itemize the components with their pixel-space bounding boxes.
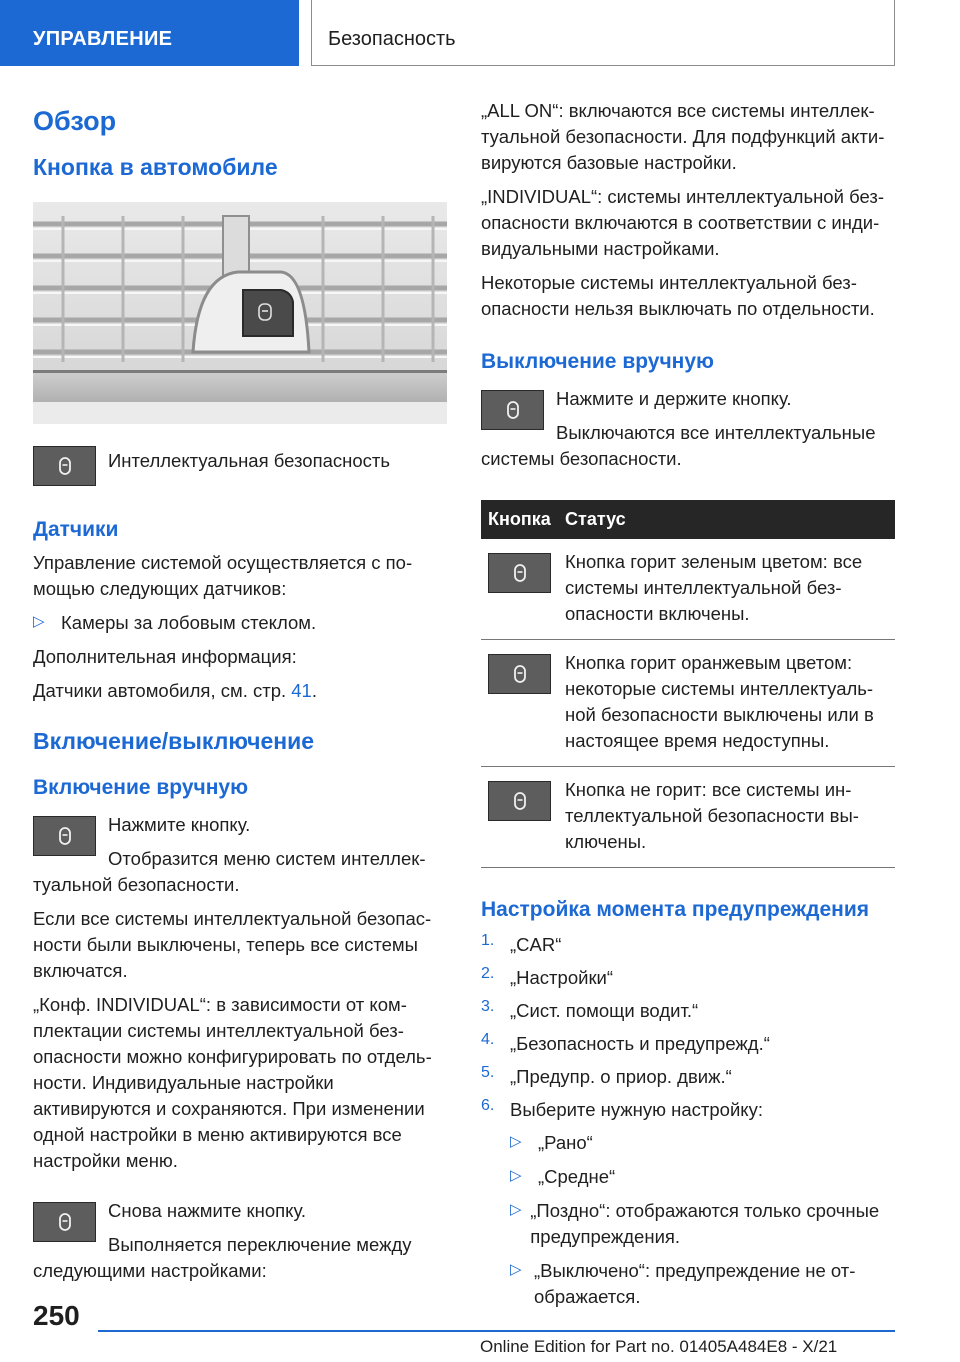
triangle-bullet-icon: ▷ xyxy=(510,1133,522,1150)
sensors-reference xyxy=(33,678,447,704)
onoff-heading: Включение/выключение xyxy=(33,728,315,754)
step-number: 4. xyxy=(481,1031,495,1048)
triangle-bullet-icon: ▷ xyxy=(33,613,45,630)
triangle-bullet-icon: ▷ xyxy=(510,1167,522,1184)
header-chapter-title: Безопасность xyxy=(311,0,895,66)
dashboard-illustration xyxy=(33,202,447,424)
sensors-bullet xyxy=(33,610,447,636)
table-row xyxy=(481,640,895,767)
shield-icon xyxy=(509,663,531,685)
steps-list xyxy=(481,932,895,1123)
table-header-button: Кнопка xyxy=(481,500,565,539)
shield-icon xyxy=(502,399,524,421)
status-cell: Кнопка не горит: все системы интеллектуальной безопасности выключены. xyxy=(565,767,895,868)
all-on-paragraph: „ALL ON“: включаются все системы интеллектуальной безопасности. Для подфункций активируются базовые настройки. xyxy=(481,100,885,173)
assistance-button-icon xyxy=(33,1202,96,1242)
option-text: „Выключено“: предупреждение не отображается. xyxy=(533,1260,856,1307)
manual-off-heading: Выключение вручную xyxy=(481,350,714,373)
all-off-result-text: Выключаются все интеллектуальные системы безопасности. xyxy=(481,422,876,469)
table-row xyxy=(481,767,895,868)
status-cell: Кнопка горит оранжевым цветом: некоторые системы интеллектуальной безопасности выключены или в настоящее время недоступны. xyxy=(565,640,895,767)
reference-suffix: . xyxy=(311,680,317,701)
bullet-text: Камеры за лобовым стеклом. xyxy=(61,612,317,633)
page-number: 250 xyxy=(33,1300,80,1331)
manual-on-heading: Включение вручную xyxy=(33,776,249,799)
status-table xyxy=(481,500,895,868)
list-item xyxy=(481,1031,895,1057)
list-item xyxy=(510,1258,895,1310)
step-number: 5. xyxy=(481,1064,495,1081)
icon-caption: Интеллектуальная безопасность xyxy=(108,450,390,471)
header-section-tab: УПРАВЛЕНИЕ xyxy=(0,0,299,66)
option-text: „Поздно“: отображаются только срочные предупреждения. xyxy=(530,1200,880,1247)
step-number: 6. xyxy=(481,1097,495,1114)
step-number: 2. xyxy=(481,965,495,982)
step-number: 3. xyxy=(481,998,495,1015)
press-again-block xyxy=(33,1198,447,1284)
dashboard-button-photo xyxy=(33,202,447,424)
footer-edition: Online Edition for Part no. 01405A484E8 - X/21 xyxy=(480,1337,838,1356)
some-systems-paragraph: Некоторые системы интеллектуальной безопасности нельзя выключать по отдельности. xyxy=(481,272,875,319)
assistance-button-icon xyxy=(488,654,551,694)
triangle-bullet-icon: ▷ xyxy=(510,1201,522,1218)
list-item xyxy=(510,1198,895,1250)
step-text: „CAR“ xyxy=(510,934,562,955)
step-text: „Сист. помощи водит.“ xyxy=(510,1000,699,1021)
table-header-row xyxy=(481,500,895,539)
icon-caption-row xyxy=(33,446,447,486)
press-again-text: Снова нажмите кнопку. xyxy=(108,1200,306,1221)
shield-icon xyxy=(54,1211,76,1233)
triangle-bullet-icon: ▷ xyxy=(510,1261,522,1278)
step-text: „Настройки“ xyxy=(510,967,614,988)
assistance-button-icon xyxy=(488,553,551,593)
option-text: „Средне“ xyxy=(538,1166,616,1187)
list-item xyxy=(481,932,895,958)
step-text: Выберите нужную настройку: xyxy=(510,1099,763,1120)
shield-icon xyxy=(54,455,76,477)
left-column xyxy=(33,90,447,1284)
options-list xyxy=(510,1130,895,1310)
status-cell: Кнопка горит зеленым цветом: все системы интеллектуальной безопасности включены. xyxy=(565,539,895,640)
step-text: „Предупр. о приор. движ.“ xyxy=(510,1066,732,1087)
page-link[interactable]: 41 xyxy=(291,680,312,701)
list-item xyxy=(481,1064,895,1090)
option-text: „Рано“ xyxy=(538,1132,593,1153)
list-item xyxy=(481,998,895,1024)
shield-icon xyxy=(54,825,76,847)
sensors-paragraph: Управление системой осуществляется с помощью следующих датчиков: xyxy=(33,552,413,599)
shield-icon xyxy=(509,790,531,812)
individual-paragraph: „INDIVIDUAL“: системы интеллектуальной безопасности включаются в соответствии с индивидуальными настройками. xyxy=(481,186,884,259)
list-item xyxy=(481,965,895,991)
assistance-button-icon xyxy=(481,390,544,430)
list-item xyxy=(510,1130,895,1156)
table-row xyxy=(481,539,895,640)
list-item xyxy=(481,1097,895,1123)
sensors-heading: Датчики xyxy=(33,518,119,541)
config-paragraph: „Конф. INDIVIDUAL“: в зависимости от комплектации системы интеллектуальной безопасности можно конфигурировать по отдельности. Индивидуальные настройки активируются и сохраняются. При изменении одной настройки в меню активируются все настройки меню. xyxy=(33,994,432,1171)
manual-off-block xyxy=(481,386,895,472)
manual-on-block xyxy=(33,812,447,898)
table-header-status: Статус xyxy=(565,500,895,539)
right-column xyxy=(481,98,895,1310)
press-hold-text: Нажмите и держите кнопку. xyxy=(556,388,792,409)
reference-text: Датчики автомобиля, см. стр. xyxy=(33,680,287,701)
shield-icon xyxy=(509,562,531,584)
list-item xyxy=(510,1164,895,1190)
menu-shows-text: Отобразится меню систем интеллектуальной безопасности. xyxy=(33,848,426,895)
step-number: 1. xyxy=(481,932,495,949)
footer-divider xyxy=(98,1330,895,1332)
all-off-paragraph: Если все системы интеллектуальной безопасности были выключены, теперь все системы включатся. xyxy=(33,908,432,981)
button-heading: Кнопка в автомобиле xyxy=(33,154,278,180)
assistance-button-icon xyxy=(33,446,96,486)
assistance-button-icon xyxy=(33,816,96,856)
overview-heading: Обзор xyxy=(33,106,117,136)
step-text: „Безопасность и предупрежд.“ xyxy=(510,1033,770,1054)
press-button-text: Нажмите кнопку. xyxy=(108,814,251,835)
more-info-label: Дополнительная информация: xyxy=(33,646,297,667)
assistance-button-icon xyxy=(488,781,551,821)
warning-time-heading: Настройка момента предупреждения xyxy=(481,898,870,921)
switching-text: Выполняется переключение между следующими настройками: xyxy=(33,1234,412,1281)
